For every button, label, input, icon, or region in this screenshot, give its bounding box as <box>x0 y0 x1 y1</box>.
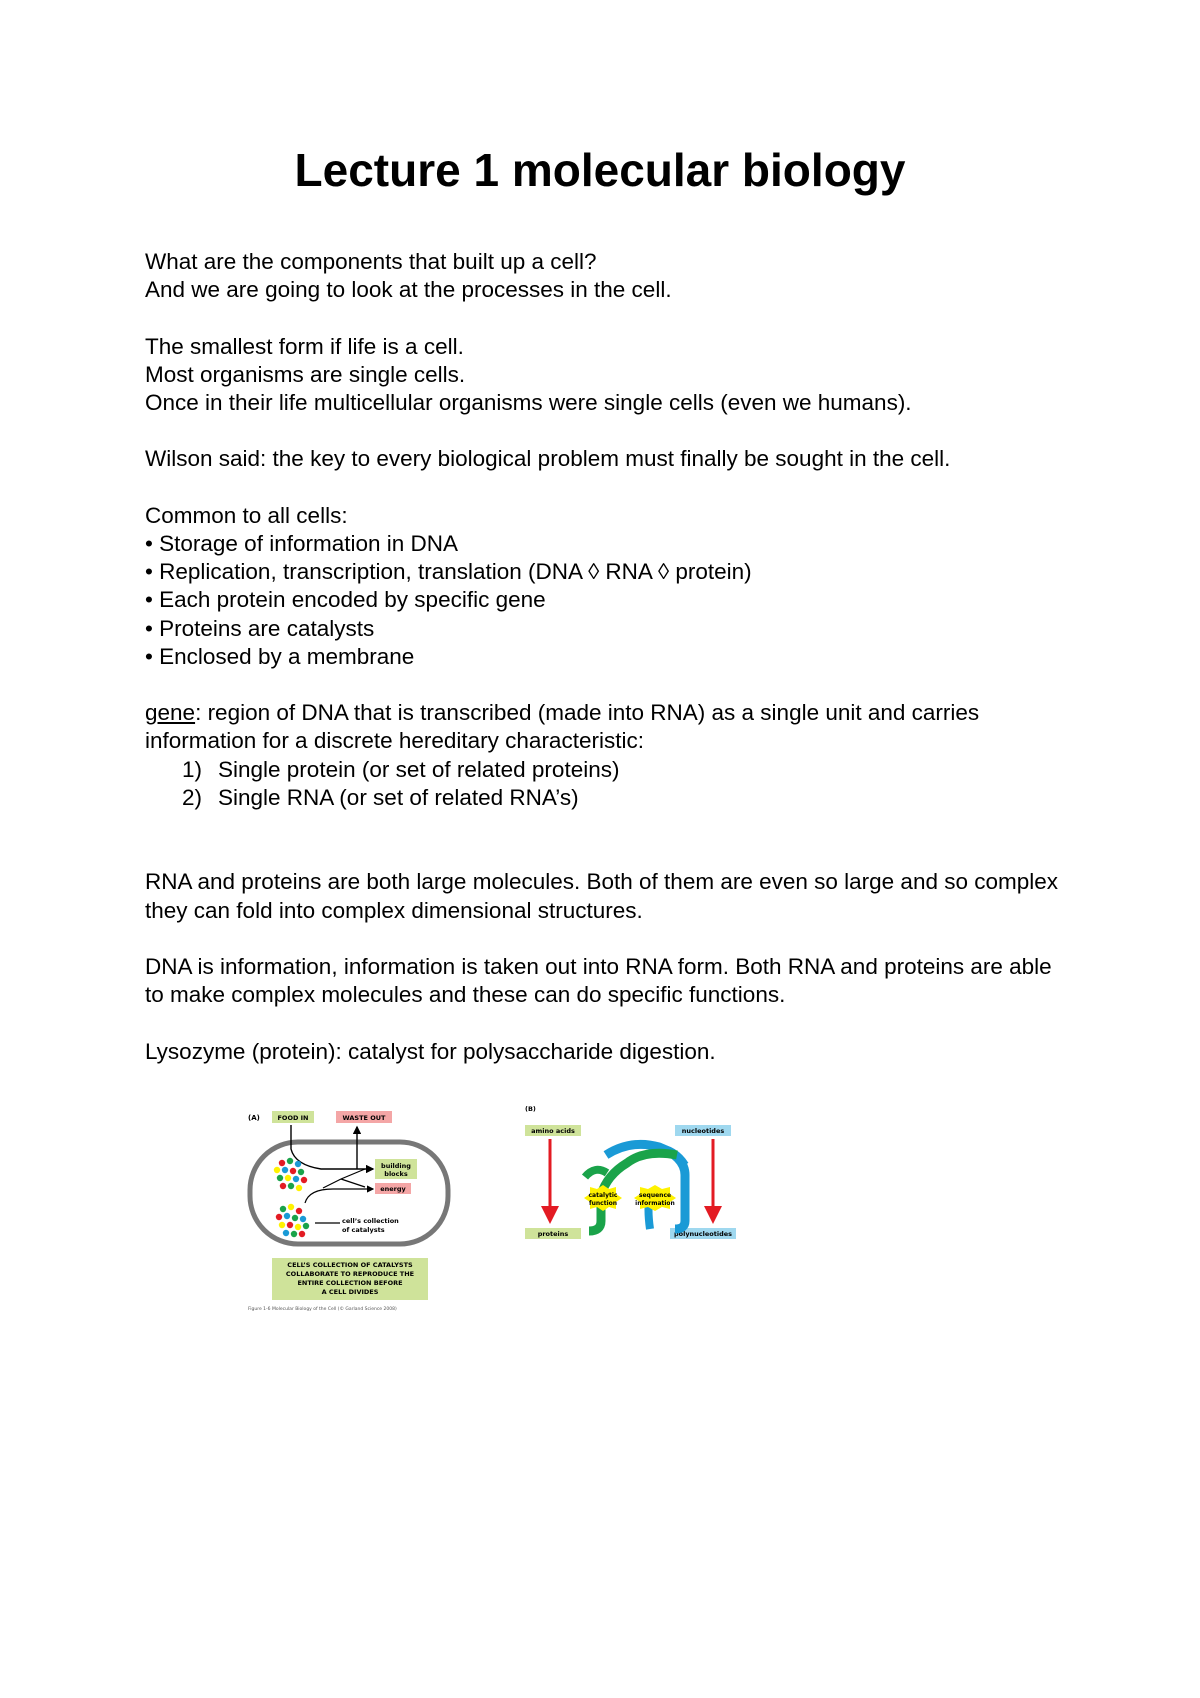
catalysts-label: cell’s collection <box>342 1217 399 1225</box>
caption-line: COLLABORATE TO REPRODUCE THE <box>285 1270 415 1278</box>
green-arrow <box>585 1170 607 1177</box>
amino-acids-label: amino acids <box>531 1127 575 1135</box>
list-text: Single RNA (or set of related RNA’s) <box>218 784 579 810</box>
panel-b <box>525 1105 736 1239</box>
caption-line: A CELL DIVIDES <box>321 1288 379 1296</box>
food-in-label: FOOD IN <box>277 1114 309 1122</box>
proteins-label: proteins <box>537 1230 569 1238</box>
list-item: • Enclosed by a membrane <box>145 643 415 669</box>
catalyst-dots <box>276 1204 309 1237</box>
list-item <box>145 756 1065 784</box>
list-item: • Storage of information in DNA <box>145 530 459 556</box>
cell-fact: Most organisms are single cells. <box>145 361 466 387</box>
nucleotides-label: nucleotides <box>681 1127 725 1135</box>
cell-catalysts-figure <box>245 1103 750 1321</box>
cell-fact: The smallest form if life is a cell. <box>145 333 464 359</box>
gene-term: gene <box>145 700 196 726</box>
catalytic-label: function <box>588 1200 618 1207</box>
sequence-label: information <box>635 1200 675 1207</box>
common-heading: Common to all cells: <box>145 502 348 528</box>
common-bullet-list <box>145 530 1065 671</box>
building-blocks-label: building <box>381 1162 411 1170</box>
cell-fact: Once in their life multicellular organisms were single cells (even we humans). <box>145 390 912 415</box>
catalytic-label: catalytic <box>588 1192 618 1199</box>
caption-line: CELL’S COLLECTION OF CATALYSTS <box>287 1261 413 1269</box>
wilson-quote: Wilson said: the key to every biological problem must finally be sought in the cell. <box>145 446 951 472</box>
caption-line: ENTIRE COLLECTION BEFORE <box>297 1279 403 1287</box>
waste-out-label: WASTE OUT <box>342 1114 386 1122</box>
list-text: Single protein (or set of related proteins) <box>218 756 620 782</box>
gene-definition-text: : region of DNA that is transcribed (made into RNA) as a single unit and carries information for a discrete hereditary characteristic: <box>145 700 980 754</box>
panel-a <box>248 1111 448 1312</box>
panel-a-label: (A) <box>248 1114 260 1122</box>
figure-credit: Figure 1-6 Molecular Biology of the Cell (© Garland Science 2008) <box>248 1307 397 1312</box>
panel-b-label: (B) <box>525 1105 536 1113</box>
list-item: • Proteins are catalysts <box>145 615 375 641</box>
sequence-label: sequence <box>638 1192 672 1199</box>
list-number: 2) <box>182 784 203 810</box>
list-item: • Each protein encoded by specific gene <box>145 587 546 613</box>
document-body <box>145 248 1065 1066</box>
lysozyme-line: Lysozyme (protein): catalyst for polysaccharide digestion. <box>145 1038 716 1064</box>
page-title: Lecture 1 molecular biology <box>294 144 906 196</box>
building-blocks-label: blocks <box>384 1170 408 1178</box>
list-item <box>145 784 1065 812</box>
energy-arrow <box>305 1189 373 1203</box>
intro-line: And we are going to look at the processes in the cell. <box>145 277 672 303</box>
dna-paragraph: DNA is information, information is taken out into RNA form. Both RNA and proteins are able to make complex molecules and these can do specific functions. <box>145 953 1052 1008</box>
gene-item-list <box>145 756 1065 812</box>
rna-protein-paragraph: RNA and proteins are both large molecules. Both of them are even so large and so complex they can fold into complex dimensional structures. <box>145 869 1059 923</box>
food-arrow <box>291 1125 373 1169</box>
energy-label: energy <box>380 1185 406 1193</box>
list-item: • Replication, transcription, translation (DNA ◊ RNA ◊ protein) <box>145 559 752 585</box>
list-number: 1) <box>182 756 203 782</box>
gene-definition <box>145 699 1065 755</box>
catalysts-label: of catalysts <box>342 1226 385 1234</box>
cross-arrow <box>341 1179 365 1187</box>
polynucleotides-label: polynucleotides <box>673 1230 733 1238</box>
intro-line: What are the components that built up a cell? <box>145 249 597 274</box>
